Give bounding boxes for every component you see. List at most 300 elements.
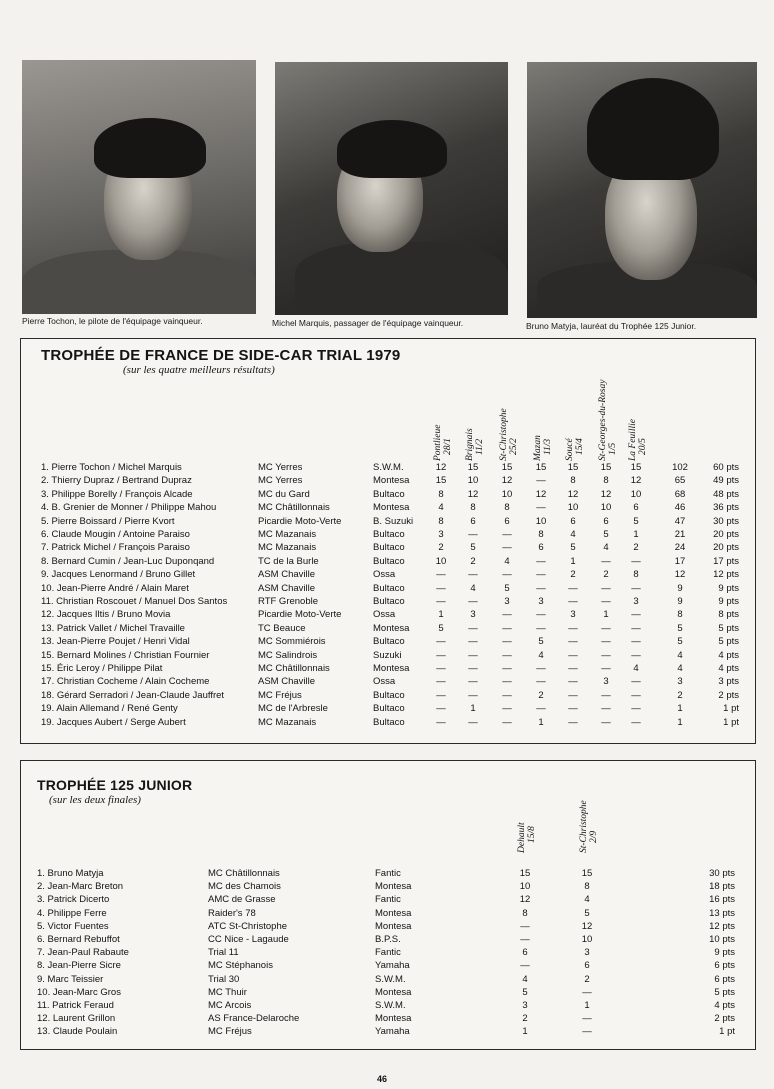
table-row <box>21 675 755 688</box>
motorcycle-brand: S.W.M. <box>375 1000 406 1011</box>
round-score: 15 <box>535 462 547 473</box>
round-score: — <box>502 663 512 674</box>
table-row <box>21 515 755 528</box>
table-row <box>21 461 755 474</box>
photo-caption: Michel Marquis, passager de l'équipage vainqueur. <box>272 318 464 328</box>
club-name: ASM Chaville <box>258 582 316 594</box>
round-score: 2 <box>470 555 476 567</box>
motorcycle-brand: Montesa <box>375 920 412 932</box>
table-row <box>21 582 755 595</box>
club-name: MC Châtillonnais <box>208 868 280 879</box>
club-name: MC Salindrois <box>258 649 318 661</box>
rider-name: 3. Patrick Dicerto <box>37 894 110 906</box>
round-score: — <box>468 676 478 688</box>
photo-bruno-matyja <box>527 62 757 318</box>
final-score: 10 <box>581 934 593 945</box>
table-row <box>21 608 755 621</box>
round-score: — <box>436 703 446 715</box>
round-score: — <box>631 703 641 715</box>
rider-name: 7. Jean-Paul Rabaute <box>37 947 129 959</box>
motorcycle-brand: Montesa <box>373 622 410 634</box>
total-score: 102 <box>672 462 688 473</box>
round-score: 4 <box>470 582 476 594</box>
championship-points: 48 pts <box>713 488 739 500</box>
motorcycle-brand: Montesa <box>373 663 410 674</box>
motorcycle-brand: Bultaco <box>373 703 405 715</box>
round-score: — <box>631 582 641 594</box>
table-row <box>21 880 755 893</box>
round-score: 6 <box>504 515 510 527</box>
final-score: 12 <box>581 920 593 932</box>
round-score: — <box>631 622 641 634</box>
round-score: — <box>601 596 611 607</box>
round-score: — <box>436 663 446 674</box>
column-header-name: St-Christophe <box>499 408 509 461</box>
column-header-name: La Feuillie <box>628 419 638 461</box>
championship-points: 49 pts <box>713 475 739 487</box>
motorcycle-brand: Bultaco <box>373 529 405 540</box>
table-row <box>21 474 755 487</box>
table-row <box>21 501 755 514</box>
total-score: 1 <box>677 716 683 728</box>
championship-points: 20 pts <box>713 542 739 554</box>
round-score: 2 <box>633 542 639 554</box>
round-score: — <box>568 649 578 661</box>
club-name: MC Arcois <box>208 1000 252 1011</box>
total-score: 68 <box>674 488 686 500</box>
motorcycle-brand: Fantic <box>375 947 401 959</box>
club-name: MC Mazanais <box>258 529 317 540</box>
table-row <box>21 702 755 715</box>
column-header-date: 11/3 <box>543 438 553 455</box>
crew-name: 19. Alain Allemand / René Genty <box>41 703 178 715</box>
column-header <box>533 435 553 461</box>
crew-name: 17. Christian Cocheme / Alain Cocheme <box>41 676 210 688</box>
championship-points: 9 pts <box>718 596 739 607</box>
motorcycle-brand: Fantic <box>375 894 401 906</box>
round-score: — <box>568 703 578 715</box>
table-row <box>21 986 755 999</box>
round-score: — <box>436 636 446 648</box>
motorcycle-brand: Ossa <box>373 569 396 581</box>
column-header <box>499 408 519 461</box>
crew-name: 4. B. Grenier de Monner / Philippe Mahou <box>41 502 217 514</box>
round-score: — <box>601 716 611 728</box>
rider-name: 1. Bruno Matyja <box>37 868 104 879</box>
page-number: 46 <box>377 1074 388 1084</box>
club-name: CC Nice - Lagaude <box>208 934 289 945</box>
motorcycle-brand: Montesa <box>375 881 412 893</box>
round-score: 8 <box>438 488 444 500</box>
championship-points: 36 pts <box>713 502 739 514</box>
round-score: — <box>502 569 512 581</box>
table-row <box>21 689 755 702</box>
championship-points: 18 pts <box>709 881 735 893</box>
final-score: 2 <box>584 973 590 985</box>
round-score: — <box>568 663 578 674</box>
motorcycle-brand: Ossa <box>373 609 396 621</box>
round-score: 4 <box>538 649 544 661</box>
round-score: — <box>601 555 611 567</box>
round-score: — <box>631 676 641 688</box>
championship-points: 5 pts <box>714 986 735 998</box>
round-score: — <box>568 636 578 648</box>
motorcycle-brand: Montesa <box>375 907 412 919</box>
club-name: Trial 30 <box>208 973 240 985</box>
round-score: 15 <box>501 462 513 473</box>
round-score: — <box>468 689 478 701</box>
photo-caption: Pierre Tochon, le pilote de l'équipage vainqueur. <box>22 316 203 326</box>
championship-points: 5 pts <box>718 622 739 634</box>
table-row <box>21 867 755 880</box>
round-score: 10 <box>501 488 513 500</box>
crew-name: 2. Thierry Dupraz / Bertrand Dupraz <box>41 475 192 487</box>
crew-name: 13. Patrick Vallet / Michel Travaille <box>41 622 185 634</box>
round-score: 6 <box>538 542 544 554</box>
round-score: — <box>631 636 641 648</box>
championship-points: 4 pts <box>718 663 739 674</box>
motorcycle-brand: Bultaco <box>373 488 405 500</box>
total-score: 9 <box>677 596 683 607</box>
crew-name: 18. Gérard Serradori / Jean-Claude Jauffret <box>41 689 225 701</box>
total-score: 5 <box>677 636 683 648</box>
motorcycle-brand: Bultaco <box>373 689 405 701</box>
table-row <box>21 999 755 1012</box>
final-score: 8 <box>522 907 528 919</box>
round-score: — <box>436 582 446 594</box>
total-score: 47 <box>674 515 686 527</box>
round-score: — <box>536 676 546 688</box>
rider-name: 8. Jean-Pierre Sicre <box>37 960 121 972</box>
round-score: 5 <box>570 542 576 554</box>
rider-name: 9. Marc Teissier <box>37 973 104 985</box>
championship-points: 10 pts <box>709 934 735 945</box>
column-header-date: 25/2 <box>509 438 519 455</box>
round-score: 8 <box>570 475 576 487</box>
round-score: 12 <box>501 475 513 487</box>
round-score: — <box>536 555 546 567</box>
sidecar-title: TROPHÉE DE FRANCE DE SIDE-CAR TRIAL 1979 <box>41 347 401 364</box>
crew-name: 8. Bernard Cumin / Jean-Luc Duponqand <box>41 555 215 567</box>
round-score: 4 <box>438 502 444 514</box>
round-score: — <box>536 622 546 634</box>
championship-points: 8 pts <box>718 609 739 621</box>
club-name: ATC St-Christophe <box>208 920 288 932</box>
crew-name: 19. Jacques Aubert / Serge Aubert <box>41 716 186 728</box>
crew-name: 5. Pierre Boissard / Pierre Kvort <box>41 515 175 527</box>
rider-name: 2. Jean-Marc Breton <box>37 881 124 893</box>
championship-points: 6 pts <box>714 960 735 972</box>
round-score: — <box>568 716 578 728</box>
round-score: — <box>568 689 578 701</box>
final-score: 8 <box>584 881 590 893</box>
championship-points: 6 pts <box>714 973 735 985</box>
round-score: 10 <box>535 515 547 527</box>
club-name: TC Beauce <box>258 622 306 634</box>
crew-name: 10. Jean-Pierre André / Alain Maret <box>41 582 189 594</box>
round-score: — <box>601 636 611 648</box>
column-header-date: 11/2 <box>475 438 485 455</box>
total-score: 9 <box>677 582 683 594</box>
column-header-name: St-Georges-du-Rosay <box>598 379 608 461</box>
final-score: 3 <box>584 947 590 959</box>
round-score: 15 <box>600 462 612 473</box>
round-score: — <box>631 649 641 661</box>
round-score: 15 <box>630 462 642 473</box>
club-name: MC Thuir <box>208 986 247 998</box>
final-score: — <box>520 920 530 932</box>
crew-name: 15. Éric Leroy / Philippe Pilat <box>41 663 163 674</box>
round-score: 5 <box>504 582 510 594</box>
round-score: — <box>436 676 446 688</box>
round-score: 2 <box>603 569 609 581</box>
club-name: MC Yerres <box>258 475 303 487</box>
club-name: MC Stéphanois <box>208 960 273 972</box>
club-name: Picardie Moto-Verte <box>258 515 342 527</box>
photo-michel-marquis <box>275 62 508 315</box>
motorcycle-brand: Yamaha <box>375 1026 410 1038</box>
round-score: — <box>536 609 546 621</box>
motorcycle-brand: Fantic <box>375 868 401 879</box>
round-score: 4 <box>603 542 609 554</box>
round-score: — <box>436 596 446 607</box>
column-header-date: 28/1 <box>443 438 453 455</box>
round-score: — <box>436 649 446 661</box>
column-header <box>517 822 537 853</box>
round-score: — <box>601 582 611 594</box>
round-score: — <box>468 622 478 634</box>
crew-name: 13. Jean-Pierre Poujet / Henri Vidal <box>41 636 190 648</box>
round-score: 1 <box>633 529 639 540</box>
championship-points: 1 pt <box>723 703 739 715</box>
motorcycle-brand: Yamaha <box>375 960 410 972</box>
total-score: 2 <box>677 689 683 701</box>
round-score: — <box>536 663 546 674</box>
column-header-name: Pontlieue <box>433 424 443 461</box>
table-row <box>21 716 755 729</box>
round-score: 12 <box>567 488 579 500</box>
rider-name: 10. Jean-Marc Gros <box>37 986 121 998</box>
column-header-name: Mazan <box>533 435 543 461</box>
round-score: 8 <box>633 569 639 581</box>
table-row <box>21 662 755 675</box>
round-score: 3 <box>570 609 576 621</box>
rider-name: 6. Bernard Rebuffot <box>37 934 120 945</box>
championship-points: 3 pts <box>718 676 739 688</box>
championship-points: 20 pts <box>713 529 739 540</box>
column-header-date: 2/9 <box>589 830 599 843</box>
column-header-date: 1/5 <box>608 442 618 455</box>
final-score: 12 <box>519 894 531 906</box>
round-score: 8 <box>538 529 544 540</box>
round-score: — <box>502 529 512 540</box>
club-name: TC de la Burle <box>258 555 319 567</box>
round-score: — <box>502 649 512 661</box>
round-score: 1 <box>470 703 476 715</box>
round-score: — <box>502 716 512 728</box>
round-score: 15 <box>435 475 447 487</box>
round-score: 10 <box>467 475 479 487</box>
total-score: 24 <box>674 542 686 554</box>
round-score: 3 <box>438 529 444 540</box>
round-score: — <box>436 716 446 728</box>
round-score: — <box>631 689 641 701</box>
final-score: 1 <box>522 1026 528 1038</box>
round-score: — <box>601 663 611 674</box>
column-header <box>565 438 585 461</box>
total-score: 4 <box>677 649 683 661</box>
motorcycle-brand: S.W.M. <box>375 973 406 985</box>
junior-title: TROPHÉE 125 JUNIOR <box>37 777 193 793</box>
round-score: — <box>536 502 546 514</box>
club-name: MC des Chamois <box>208 881 281 893</box>
table-row <box>21 622 755 635</box>
motorcycle-brand: Bultaco <box>373 555 405 567</box>
club-name: Trial 11 <box>208 947 239 959</box>
round-score: — <box>568 596 578 607</box>
final-score: 10 <box>519 881 531 893</box>
total-score: 3 <box>677 676 683 688</box>
round-score: 2 <box>538 689 544 701</box>
column-header <box>465 428 485 461</box>
table-row <box>21 595 755 608</box>
round-score: — <box>536 475 546 487</box>
final-score: — <box>582 1013 592 1025</box>
motorcycle-brand: Montesa <box>373 502 410 514</box>
round-score: 3 <box>538 596 544 607</box>
final-score: 15 <box>581 868 593 879</box>
club-name: MC Mazanais <box>258 542 317 554</box>
column-header-date: 15/8 <box>527 826 537 843</box>
round-score: 5 <box>633 515 639 527</box>
round-score: 5 <box>538 636 544 648</box>
championship-points: 30 pts <box>709 868 735 879</box>
final-score: 4 <box>522 973 528 985</box>
round-score: — <box>502 542 512 554</box>
motorcycle-brand: Bultaco <box>373 542 405 554</box>
club-name: Picardie Moto-Verte <box>258 609 342 621</box>
club-name: MC du Gard <box>258 488 310 500</box>
junior-subtitle: (sur les deux finales) <box>49 794 141 806</box>
final-score: 2 <box>522 1013 528 1025</box>
round-score: — <box>436 689 446 701</box>
photo-figure-hair <box>587 78 719 180</box>
championship-points: 1 pt <box>719 1026 735 1038</box>
round-score: 5 <box>438 622 444 634</box>
round-score: — <box>601 689 611 701</box>
club-name: MC Châtillonnais <box>258 663 330 674</box>
club-name: MC de l'Arbresle <box>258 703 328 715</box>
round-score: 12 <box>630 475 642 487</box>
motorcycle-brand: Montesa <box>375 1013 412 1025</box>
club-name: MC Fréjus <box>258 689 302 701</box>
round-score: 12 <box>600 488 612 500</box>
table-row <box>21 946 755 959</box>
club-name: MC Sommiérois <box>258 636 326 648</box>
crew-name: 1. Pierre Tochon / Michel Marquis <box>41 462 182 473</box>
photo-figure-hair <box>94 118 206 178</box>
motorcycle-brand: S.W.M. <box>373 462 404 473</box>
championship-points: 13 pts <box>709 907 735 919</box>
final-score: 3 <box>522 1000 528 1011</box>
championship-points: 1 pt <box>723 716 739 728</box>
round-score: — <box>601 703 611 715</box>
column-header <box>579 800 599 853</box>
crew-name: 12. Jacques Iltis / Bruno Movia <box>41 609 171 621</box>
round-score: 6 <box>603 515 609 527</box>
round-score: — <box>502 636 512 648</box>
championship-points: 30 pts <box>713 515 739 527</box>
rider-name: 5. Victor Fuentes <box>37 920 109 932</box>
round-score: 12 <box>467 488 479 500</box>
table-row <box>21 933 755 946</box>
final-score: 6 <box>584 960 590 972</box>
round-score: 12 <box>435 462 447 473</box>
column-header <box>598 380 618 461</box>
table-row <box>21 893 755 906</box>
round-score: 12 <box>535 488 547 500</box>
motorcycle-brand: Bultaco <box>373 636 405 648</box>
championship-points: 2 pts <box>714 1013 735 1025</box>
championship-points: 9 pts <box>718 582 739 594</box>
round-score: 5 <box>470 542 476 554</box>
round-score: — <box>436 569 446 581</box>
round-score: 8 <box>504 502 510 514</box>
motorcycle-brand: Ossa <box>373 676 396 688</box>
club-name: AMC de Grasse <box>208 894 276 906</box>
rider-name: 4. Philippe Ferre <box>37 907 107 919</box>
round-score: — <box>631 555 641 567</box>
total-score: 4 <box>677 663 683 674</box>
total-score: 1 <box>677 703 683 715</box>
round-score: 8 <box>438 515 444 527</box>
final-score: — <box>582 986 592 998</box>
round-score: 1 <box>570 555 576 567</box>
final-score: 15 <box>519 868 531 879</box>
table-row <box>21 1025 755 1038</box>
championship-points: 17 pts <box>713 555 739 567</box>
round-score: 4 <box>504 555 510 567</box>
championship-points: 12 pts <box>709 920 735 932</box>
round-score: — <box>502 609 512 621</box>
total-score: 5 <box>677 622 683 634</box>
final-score: 5 <box>522 986 528 998</box>
round-score: 10 <box>435 555 447 567</box>
motorcycle-brand: Bultaco <box>373 596 405 607</box>
round-score: — <box>536 703 546 715</box>
round-score: — <box>631 609 641 621</box>
table-row <box>21 488 755 501</box>
table-row <box>21 959 755 972</box>
total-score: 17 <box>674 555 686 567</box>
round-score: 3 <box>633 596 639 607</box>
round-score: 1 <box>538 716 544 728</box>
total-score: 8 <box>677 609 683 621</box>
motorcycle-brand: B.P.S. <box>375 934 401 945</box>
round-score: — <box>536 582 546 594</box>
total-score: 65 <box>674 475 686 487</box>
motorcycle-brand: Suzuki <box>373 649 402 661</box>
motorcycle-brand: B. Suzuki <box>373 515 414 527</box>
round-score: 3 <box>504 596 510 607</box>
round-score: 2 <box>570 569 576 581</box>
rider-name: 13. Claude Poulain <box>37 1026 118 1038</box>
championship-points: 5 pts <box>718 636 739 648</box>
round-score: — <box>502 703 512 715</box>
crew-name: 3. Philippe Borelly / François Alcade <box>41 488 193 500</box>
column-header-date: 20/5 <box>638 438 648 455</box>
round-score: 15 <box>567 462 579 473</box>
